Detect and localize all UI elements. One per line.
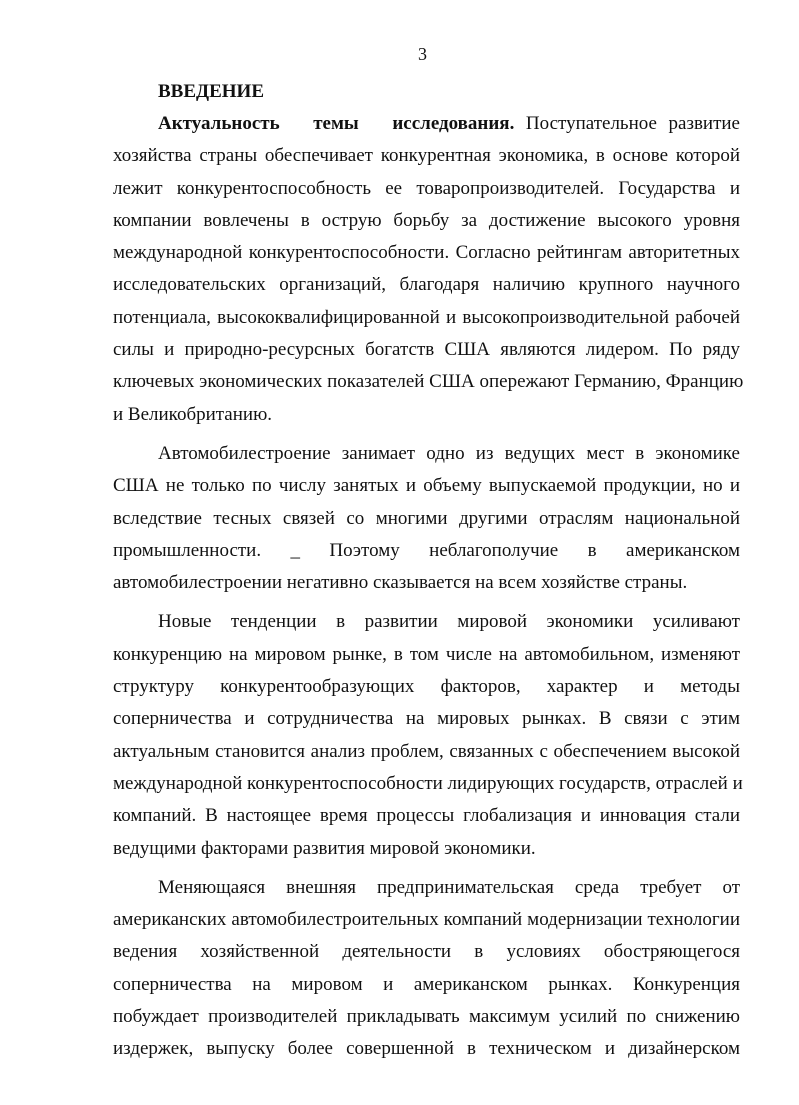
paragraph-line: побуждает производителей прикладывать максимум усилий по снижению xyxy=(113,1006,740,1028)
relevance-lead: Актуальность темы исследования. xyxy=(158,113,515,134)
page-content xyxy=(113,76,744,1066)
paragraph-line: ведущими факторами развития мировой экономики. xyxy=(113,837,536,859)
paragraph-line: американских автомобилестроительных компаний модернизации технологии xyxy=(113,909,740,931)
paragraph-line: ведения хозяйственной деятельности в условиях обостряющегося xyxy=(113,941,740,963)
paragraph-automotive xyxy=(113,438,740,599)
paragraph-line: промышленности. _ Поэтому неблагополучие в американском xyxy=(113,539,740,561)
paragraph-line: международной конкурентоспособности лидирующих государств, отраслей и xyxy=(113,772,743,794)
paragraph-line: конкуренцию на мировом рынке, в том числе на автомобильном, изменяют xyxy=(113,643,740,665)
paragraph-line: актуальным становится анализ проблем, связанных с обеспечением высокой xyxy=(113,740,740,762)
paragraph-relevance xyxy=(113,108,744,431)
paragraph-line: Меняющаяся внешняя предпринимательская среда требует от xyxy=(158,876,740,898)
paragraph-line: издержек, выпуску более совершенной в техническом и дизайнерском xyxy=(113,1038,740,1060)
paragraph-line: Новые тенденции в развитии мировой экономики усиливают xyxy=(158,611,740,633)
paragraph-line: и Великобританию. xyxy=(113,403,273,425)
paragraph-environment xyxy=(113,872,740,1066)
paragraph-trends xyxy=(113,606,743,864)
paragraph-line: соперничества и сотрудничества на мировых рынках. В связи с этим xyxy=(113,708,740,730)
paragraph-line: Актуальность темы исследования. Поступательное развитие xyxy=(158,113,740,134)
paragraph-line: компаний. В настоящее время процессы глобализация и инновация стали xyxy=(113,805,740,827)
paragraph-line: хозяйства страны обеспечивает конкурентная экономика, в основе которой xyxy=(113,145,740,167)
paragraph-line: автомобилестроении негативно сказывается на всем хозяйстве страны. xyxy=(113,572,688,594)
paragraph-line: ключевых экономических показателей США опережают Германию, Францию xyxy=(113,371,744,393)
paragraph-line: исследовательских организаций, благодаря наличию крупного научного xyxy=(113,274,740,296)
paragraph-line: вследствие тесных связей со многими другими отраслям национальной xyxy=(113,507,740,529)
paragraph-line: соперничества на мировом и американском рынках. Конкуренция xyxy=(113,973,740,995)
paragraph-line: международной конкурентоспособности. Согласно рейтингам авторитетных xyxy=(113,242,740,264)
paragraph-line: Автомобилестроение занимает одно из ведущих мест в экономике xyxy=(158,442,740,464)
paragraph-line: потенциала, высококвалифицированной и высокопроизводительной рабочей xyxy=(113,306,740,328)
page-number: 3 xyxy=(418,44,427,64)
paragraph-line: компании вовлечены в острую борьбу за достижение высокого уровня xyxy=(113,209,740,231)
paragraph-line: структуру конкурентообразующих факторов, характер и методы xyxy=(113,676,740,698)
paragraph-line: США не только по числу занятых и объему выпускаемой продукции, но и xyxy=(113,475,740,497)
paragraph-line: лежит конкурентоспособность ее товаропроизводителей. Государства и xyxy=(113,177,740,199)
paragraph-line: силы и природно-ресурсных богатств США являются лидером. По ряду xyxy=(113,339,740,361)
section-heading: ВВЕДЕНИЕ xyxy=(158,81,264,102)
